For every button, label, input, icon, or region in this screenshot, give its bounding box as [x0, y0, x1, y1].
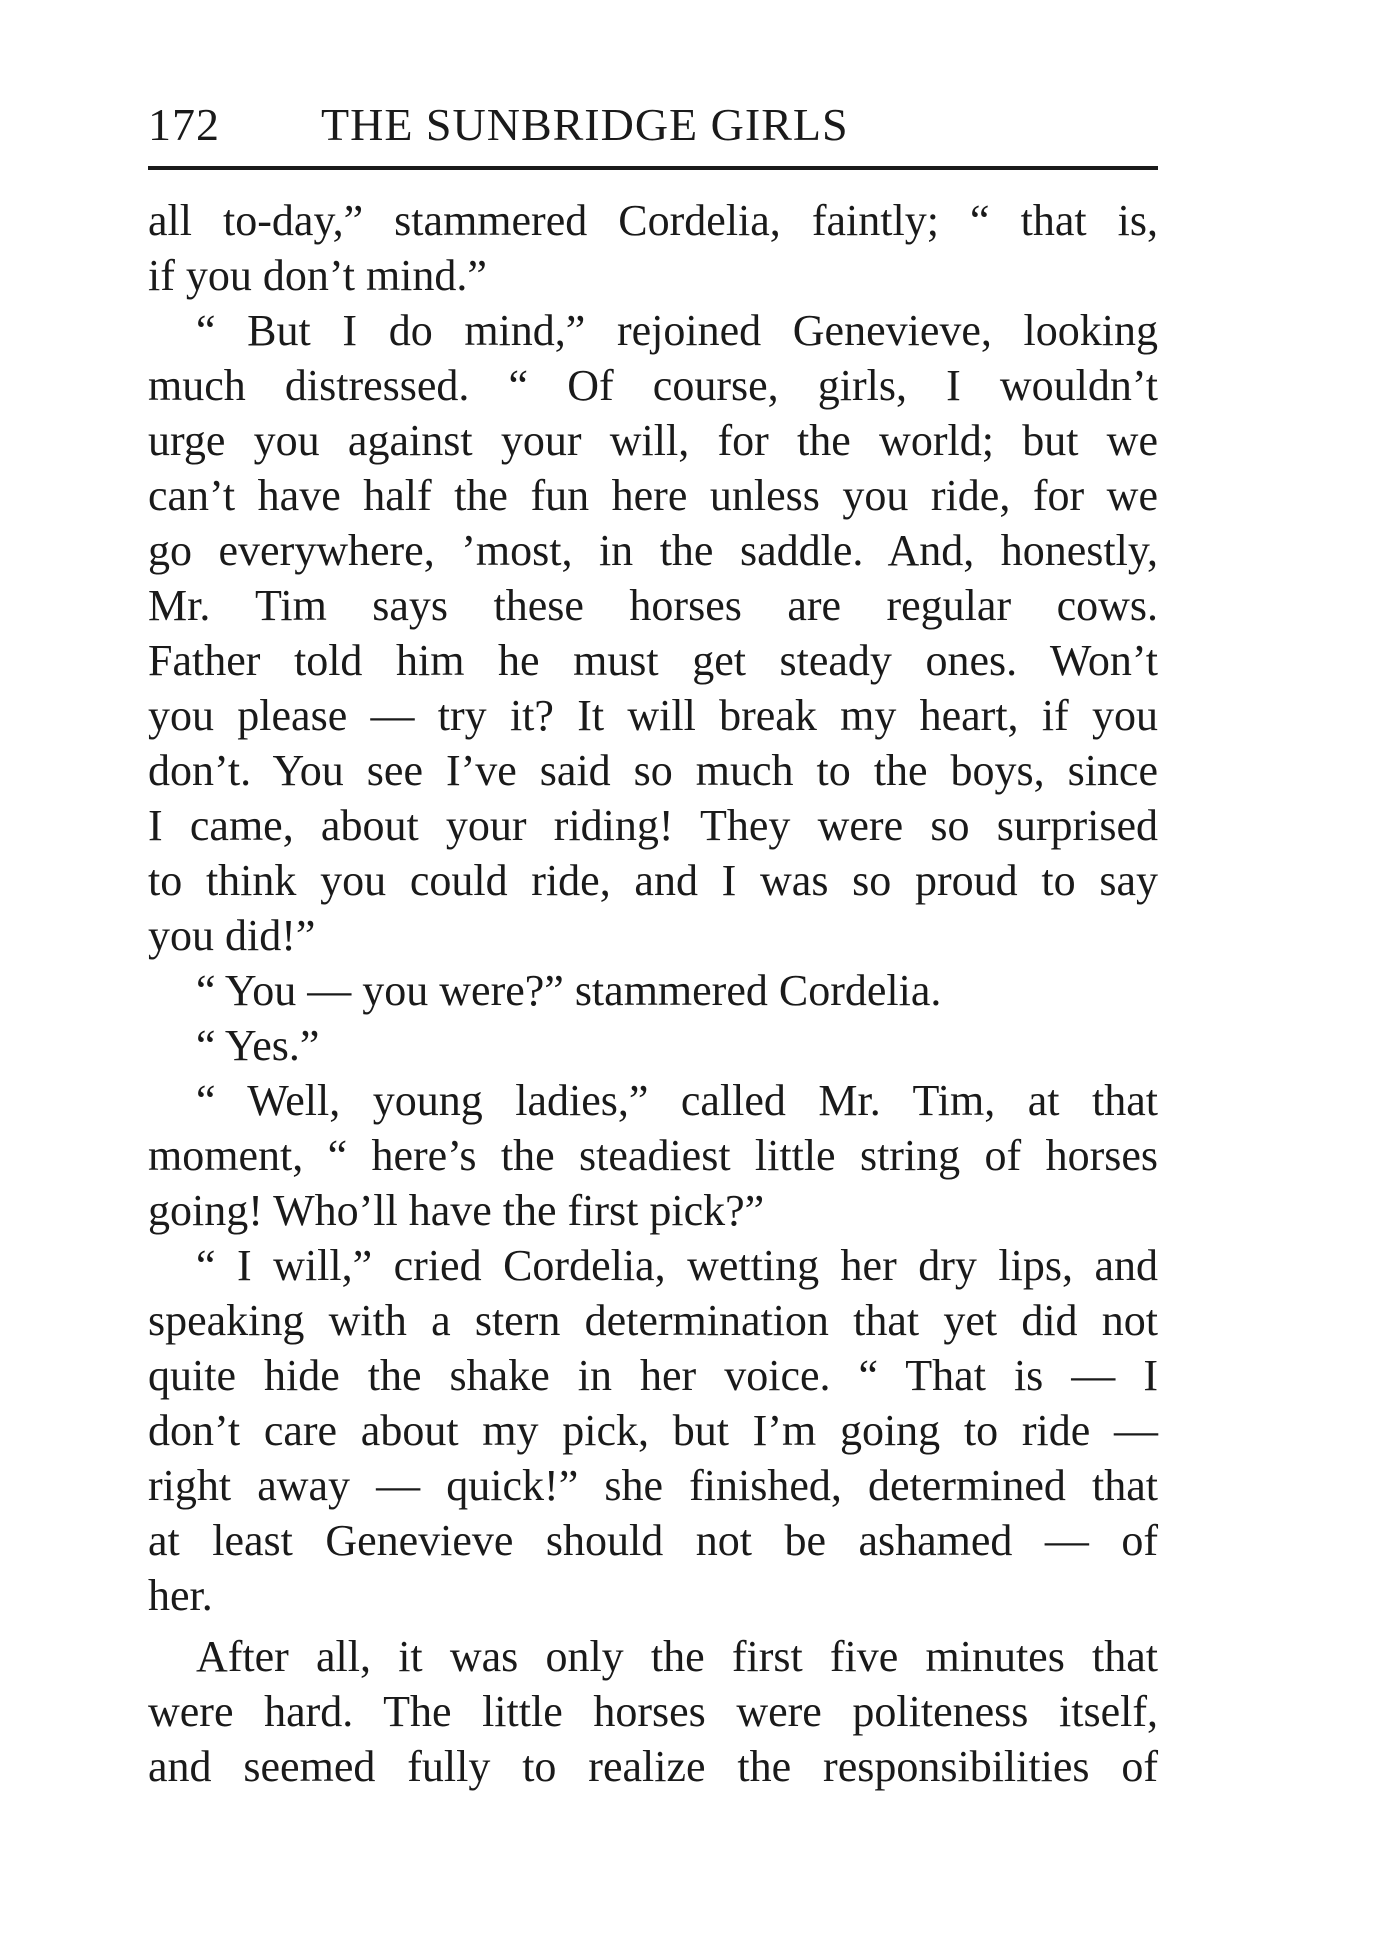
page-number: 172	[148, 99, 220, 150]
text-line: were hard. The little horses were politeness itself,	[148, 1687, 1158, 1736]
text-line: After all, it was only the first five minutes that	[196, 1632, 1158, 1681]
text-line: moment, “ here’s the steadiest little string of horses	[148, 1131, 1158, 1180]
text-line: Father told him he must get steady ones. Won’t	[148, 636, 1158, 685]
header-rule	[148, 166, 1158, 170]
body-text	[148, 193, 1158, 1794]
text-line: urge you against your will, for the world; but we	[148, 416, 1158, 465]
text-line: go everywhere, ’most, in the saddle. And, honestly,	[148, 526, 1158, 575]
text-line: much distressed. “ Of course, girls, I wouldn’t	[148, 361, 1158, 410]
page-header	[148, 92, 1158, 162]
text-line: Mr. Tim says these horses are regular cows.	[148, 581, 1158, 630]
text-line: you did!”	[148, 911, 316, 960]
text-line: “ You — you were?” stammered Cordelia.	[196, 966, 942, 1015]
text-line: at least Genevieve should not be ashamed — of	[148, 1516, 1158, 1565]
text-line: don’t care about my pick, but I’m going to ride —	[148, 1406, 1158, 1455]
text-line: and seemed fully to realize the responsibilities of	[148, 1742, 1158, 1791]
text-line: all to-day,” stammered Cordelia, faintly; “ that is,	[148, 196, 1158, 245]
text-line: “ Yes.”	[196, 1021, 320, 1070]
text-line: if you don’t mind.”	[148, 251, 487, 300]
text-line: quite hide the shake in her voice. “ That is — I	[148, 1351, 1158, 1400]
text-line: I came, about your riding! They were so surprised	[148, 801, 1158, 850]
text-line: “ I will,” cried Cordelia, wetting her dry lips, and	[196, 1241, 1158, 1290]
text-line: speaking with a stern determination that yet did not	[148, 1296, 1158, 1345]
text-line: going! Who’ll have the first pick?”	[148, 1186, 765, 1235]
text-line: her.	[148, 1571, 213, 1620]
text-line: “ Well, young ladies,” called Mr. Tim, at that	[196, 1076, 1158, 1125]
text-line: don’t. You see I’ve said so much to the boys, since	[148, 746, 1158, 795]
text-line: can’t have half the fun here unless you ride, for we	[148, 471, 1158, 520]
text-line: “ But I do mind,” rejoined Genevieve, looking	[196, 306, 1158, 355]
text-line: you please — try it? It will break my heart, if you	[148, 691, 1158, 740]
running-title: THE SUNBRIDGE GIRLS	[321, 99, 849, 150]
text-line: to think you could ride, and I was so proud to say	[148, 856, 1158, 905]
text-line: right away — quick!” she finished, determined that	[148, 1461, 1158, 1510]
